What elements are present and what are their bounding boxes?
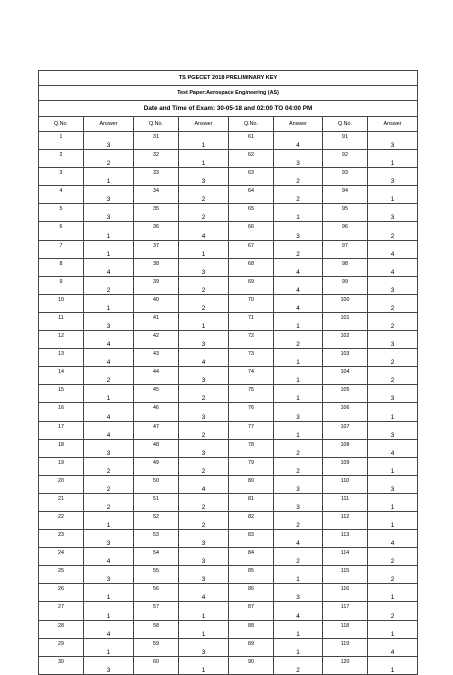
question-number: 94: [323, 186, 368, 204]
answer-value: 1: [274, 620, 323, 638]
answer-value: 2: [179, 493, 229, 511]
answer-value: 2: [274, 457, 323, 475]
table-row: [39, 312, 418, 330]
answer-value: 4: [368, 530, 418, 548]
question-number: 50: [134, 475, 179, 493]
question-number: 68: [229, 258, 274, 276]
question-number: 66: [229, 222, 274, 240]
question-number: 65: [229, 204, 274, 222]
column-header: Answer: [368, 117, 418, 132]
question-number: 36: [134, 222, 179, 240]
question-number: 47: [134, 421, 179, 439]
question-number: 60: [134, 656, 179, 674]
answer-value: 4: [179, 222, 229, 240]
answer-value: 2: [274, 548, 323, 566]
question-number: 39: [134, 276, 179, 294]
column-header: Answer: [274, 117, 323, 132]
question-number: 3: [39, 168, 84, 186]
answer-value: 4: [274, 602, 323, 620]
answer-value: 3: [368, 421, 418, 439]
answer-value: 1: [179, 620, 229, 638]
answer-value: 2: [368, 222, 418, 240]
question-number: 109: [323, 457, 368, 475]
column-header: Q.No.: [134, 117, 179, 132]
table-row: [39, 276, 418, 294]
answer-value: 4: [368, 439, 418, 457]
table-row: [39, 204, 418, 222]
test-paper-name: Test Paper:Aerospace Engineering (AS): [39, 86, 418, 101]
answer-value: 2: [84, 276, 134, 294]
question-number: 67: [229, 240, 274, 258]
question-number: 116: [323, 584, 368, 602]
answer-value: 2: [179, 294, 229, 312]
table-row: [39, 457, 418, 475]
answer-value: 3: [179, 548, 229, 566]
answer-value: 1: [274, 566, 323, 584]
answer-value: 3: [84, 656, 134, 674]
paper-row: [39, 86, 418, 101]
answer-value: 2: [274, 186, 323, 204]
question-number: 5: [39, 204, 84, 222]
question-number: 58: [134, 620, 179, 638]
question-number: 70: [229, 294, 274, 312]
table-row: [39, 584, 418, 602]
answer-value: 2: [274, 511, 323, 529]
question-number: 15: [39, 385, 84, 403]
question-number: 77: [229, 421, 274, 439]
question-number: 71: [229, 312, 274, 330]
question-number: 28: [39, 620, 84, 638]
answer-value: 1: [368, 403, 418, 421]
question-number: 117: [323, 602, 368, 620]
column-header: Answer: [179, 117, 229, 132]
question-number: 23: [39, 530, 84, 548]
answer-value: 3: [179, 403, 229, 421]
column-header: Answer: [84, 117, 134, 132]
table-row: [39, 493, 418, 511]
answer-value: 4: [179, 584, 229, 602]
table-row: [39, 331, 418, 349]
answer-value: 3: [368, 331, 418, 349]
answer-value: 2: [179, 186, 229, 204]
question-number: 63: [229, 168, 274, 186]
question-number: 4: [39, 186, 84, 204]
question-number: 37: [134, 240, 179, 258]
answer-value: 4: [179, 475, 229, 493]
question-number: 41: [134, 312, 179, 330]
question-number: 83: [229, 530, 274, 548]
answer-value: 3: [179, 168, 229, 186]
table-row: [39, 349, 418, 367]
answer-value: 3: [84, 312, 134, 330]
answer-value: 3: [84, 204, 134, 222]
question-number: 10: [39, 294, 84, 312]
question-number: 113: [323, 530, 368, 548]
answer-value: 1: [179, 132, 229, 150]
answer-value: 2: [274, 331, 323, 349]
question-number: 98: [323, 258, 368, 276]
answer-value: 2: [368, 548, 418, 566]
answer-value: 4: [84, 258, 134, 276]
answer-value: 3: [179, 331, 229, 349]
table-row: [39, 294, 418, 312]
answer-value: 2: [84, 150, 134, 168]
answer-value: 1: [179, 602, 229, 620]
answer-value: 3: [368, 475, 418, 493]
answer-value: 4: [274, 530, 323, 548]
question-number: 95: [323, 204, 368, 222]
answer-value: 2: [84, 457, 134, 475]
question-number: 84: [229, 548, 274, 566]
answer-value: 1: [274, 349, 323, 367]
answer-value: 2: [84, 493, 134, 511]
question-number: 118: [323, 620, 368, 638]
question-number: 40: [134, 294, 179, 312]
answer-value: 4: [84, 331, 134, 349]
answer-value: 2: [368, 367, 418, 385]
column-header-row: [39, 117, 418, 132]
question-number: 87: [229, 602, 274, 620]
document-title: TS PGECET 2018 PRELIMINARY KEY: [39, 71, 418, 86]
answer-value: 1: [84, 222, 134, 240]
table-row: [39, 132, 418, 150]
answer-value: 4: [84, 403, 134, 421]
table-row: [39, 168, 418, 186]
answer-value: 1: [368, 150, 418, 168]
question-number: 64: [229, 186, 274, 204]
answer-value: 3: [179, 530, 229, 548]
answer-value: 1: [368, 584, 418, 602]
answer-value: 3: [368, 204, 418, 222]
answer-value: 4: [368, 240, 418, 258]
question-number: 25: [39, 566, 84, 584]
answer-value: 1: [368, 493, 418, 511]
table-row: [39, 530, 418, 548]
table-row: [39, 150, 418, 168]
question-number: 29: [39, 638, 84, 656]
question-number: 115: [323, 566, 368, 584]
answer-value: 2: [368, 294, 418, 312]
answer-value: 4: [179, 349, 229, 367]
answer-value: 2: [274, 656, 323, 674]
question-number: 105: [323, 385, 368, 403]
question-number: 7: [39, 240, 84, 258]
answer-value: 4: [274, 132, 323, 150]
question-number: 19: [39, 457, 84, 475]
question-number: 32: [134, 150, 179, 168]
question-number: 53: [134, 530, 179, 548]
question-number: 35: [134, 204, 179, 222]
answer-value: 1: [179, 656, 229, 674]
question-number: 38: [134, 258, 179, 276]
question-number: 11: [39, 312, 84, 330]
question-number: 56: [134, 584, 179, 602]
question-number: 59: [134, 638, 179, 656]
answer-value: 1: [84, 511, 134, 529]
question-number: 16: [39, 403, 84, 421]
question-number: 120: [323, 656, 368, 674]
answer-value: 1: [84, 584, 134, 602]
question-number: 73: [229, 349, 274, 367]
answer-value: 2: [368, 602, 418, 620]
question-number: 89: [229, 638, 274, 656]
answer-value: 3: [274, 475, 323, 493]
question-number: 33: [134, 168, 179, 186]
question-number: 54: [134, 548, 179, 566]
table-row: [39, 548, 418, 566]
table-row: [39, 656, 418, 674]
answer-value: 1: [274, 367, 323, 385]
date-row: [39, 101, 418, 117]
answer-value: 3: [179, 566, 229, 584]
table-row: [39, 475, 418, 493]
answer-value: 2: [179, 457, 229, 475]
question-number: 82: [229, 511, 274, 529]
table-row: [39, 602, 418, 620]
question-number: 12: [39, 331, 84, 349]
question-number: 44: [134, 367, 179, 385]
answer-value: 4: [274, 276, 323, 294]
answer-value: 1: [368, 457, 418, 475]
answer-value: 4: [368, 638, 418, 656]
answer-value: 1: [274, 204, 323, 222]
question-number: 96: [323, 222, 368, 240]
exam-date-time: Date and Time of Exam: 30-05-18 and 02:00 TO 04:00 PM: [39, 101, 418, 117]
question-number: 99: [323, 276, 368, 294]
answer-value: 3: [84, 439, 134, 457]
answer-value: 2: [274, 240, 323, 258]
answer-value: 3: [368, 168, 418, 186]
answer-value: 4: [274, 294, 323, 312]
question-number: 104: [323, 367, 368, 385]
question-number: 92: [323, 150, 368, 168]
answer-value: 1: [368, 186, 418, 204]
table-row: [39, 620, 418, 638]
question-number: 2: [39, 150, 84, 168]
answer-value: 1: [84, 602, 134, 620]
table-row: [39, 403, 418, 421]
answer-value: 3: [179, 439, 229, 457]
question-number: 90: [229, 656, 274, 674]
question-number: 13: [39, 349, 84, 367]
answer-value: 1: [84, 385, 134, 403]
answer-value: 2: [274, 439, 323, 457]
question-number: 91: [323, 132, 368, 150]
answer-value: 1: [274, 312, 323, 330]
answer-value: 1: [179, 150, 229, 168]
question-number: 107: [323, 421, 368, 439]
answer-value: 4: [274, 258, 323, 276]
question-number: 86: [229, 584, 274, 602]
question-number: 26: [39, 584, 84, 602]
question-number: 6: [39, 222, 84, 240]
answer-value: 1: [84, 294, 134, 312]
answer-value: 4: [84, 620, 134, 638]
question-number: 93: [323, 168, 368, 186]
question-number: 34: [134, 186, 179, 204]
table-row: [39, 186, 418, 204]
question-number: 43: [134, 349, 179, 367]
answer-value: 3: [84, 186, 134, 204]
answer-key-table: [38, 70, 418, 675]
answer-value: 1: [84, 638, 134, 656]
answer-value: 3: [274, 403, 323, 421]
question-number: 75: [229, 385, 274, 403]
answer-value: 2: [368, 566, 418, 584]
answer-value: 3: [368, 385, 418, 403]
table-row: [39, 638, 418, 656]
answer-value: 2: [274, 168, 323, 186]
table-row: [39, 566, 418, 584]
answer-value: 1: [274, 638, 323, 656]
question-number: 49: [134, 457, 179, 475]
answer-value: 3: [179, 258, 229, 276]
table-row: [39, 222, 418, 240]
question-number: 27: [39, 602, 84, 620]
answer-value: 2: [179, 276, 229, 294]
question-number: 21: [39, 493, 84, 511]
answer-value: 2: [368, 312, 418, 330]
question-number: 106: [323, 403, 368, 421]
answer-value: 1: [84, 168, 134, 186]
question-number: 112: [323, 511, 368, 529]
question-number: 78: [229, 439, 274, 457]
answer-value: 3: [368, 276, 418, 294]
question-number: 57: [134, 602, 179, 620]
question-number: 51: [134, 493, 179, 511]
answer-value: 2: [368, 349, 418, 367]
answer-value: 3: [274, 584, 323, 602]
answer-value: 3: [274, 493, 323, 511]
answer-value: 3: [179, 638, 229, 656]
question-number: 97: [323, 240, 368, 258]
answer-value: 1: [84, 240, 134, 258]
question-number: 119: [323, 638, 368, 656]
question-number: 17: [39, 421, 84, 439]
question-number: 55: [134, 566, 179, 584]
answer-value: 4: [84, 349, 134, 367]
answer-value: 3: [84, 530, 134, 548]
answer-value: 1: [179, 312, 229, 330]
answer-value: 2: [179, 511, 229, 529]
answer-value: 1: [368, 511, 418, 529]
question-number: 31: [134, 132, 179, 150]
question-number: 111: [323, 493, 368, 511]
question-number: 103: [323, 349, 368, 367]
answer-value: 4: [84, 548, 134, 566]
answer-value: 3: [84, 132, 134, 150]
table-row: [39, 240, 418, 258]
answer-value: 2: [84, 367, 134, 385]
question-number: 102: [323, 331, 368, 349]
question-number: 61: [229, 132, 274, 150]
column-header: Q.No.: [229, 117, 274, 132]
answer-value: 2: [84, 475, 134, 493]
question-number: 100: [323, 294, 368, 312]
table-row: [39, 385, 418, 403]
answer-value: 1: [368, 656, 418, 674]
question-number: 79: [229, 457, 274, 475]
table-row: [39, 258, 418, 276]
answer-value: 4: [368, 258, 418, 276]
answer-value: 2: [179, 421, 229, 439]
question-number: 45: [134, 385, 179, 403]
column-header: Q.No.: [39, 117, 84, 132]
question-number: 18: [39, 439, 84, 457]
question-number: 20: [39, 475, 84, 493]
table-row: [39, 421, 418, 439]
question-number: 48: [134, 439, 179, 457]
question-number: 114: [323, 548, 368, 566]
answer-value: 1: [368, 620, 418, 638]
question-number: 110: [323, 475, 368, 493]
table-row: [39, 439, 418, 457]
answer-value: 4: [84, 421, 134, 439]
question-number: 62: [229, 150, 274, 168]
answer-value: 3: [368, 132, 418, 150]
answer-value: 3: [274, 150, 323, 168]
table-row: [39, 511, 418, 529]
answer-value: 1: [274, 421, 323, 439]
question-number: 8: [39, 258, 84, 276]
question-number: 1: [39, 132, 84, 150]
question-number: 72: [229, 331, 274, 349]
question-number: 88: [229, 620, 274, 638]
question-number: 22: [39, 511, 84, 529]
column-header: Q.No.: [323, 117, 368, 132]
question-number: 101: [323, 312, 368, 330]
answer-value: 3: [179, 367, 229, 385]
answer-value: 2: [179, 204, 229, 222]
table-row: [39, 367, 418, 385]
question-number: 52: [134, 511, 179, 529]
title-row: [39, 71, 418, 86]
question-number: 76: [229, 403, 274, 421]
question-number: 24: [39, 548, 84, 566]
question-number: 9: [39, 276, 84, 294]
question-number: 69: [229, 276, 274, 294]
question-number: 74: [229, 367, 274, 385]
question-number: 108: [323, 439, 368, 457]
answer-value: 1: [179, 240, 229, 258]
answer-value: 3: [84, 566, 134, 584]
answer-value: 3: [274, 222, 323, 240]
answer-value: 1: [274, 385, 323, 403]
answer-value: 2: [179, 385, 229, 403]
question-number: 14: [39, 367, 84, 385]
question-number: 30: [39, 656, 84, 674]
question-number: 46: [134, 403, 179, 421]
question-number: 85: [229, 566, 274, 584]
question-number: 80: [229, 475, 274, 493]
question-number: 42: [134, 331, 179, 349]
question-number: 81: [229, 493, 274, 511]
